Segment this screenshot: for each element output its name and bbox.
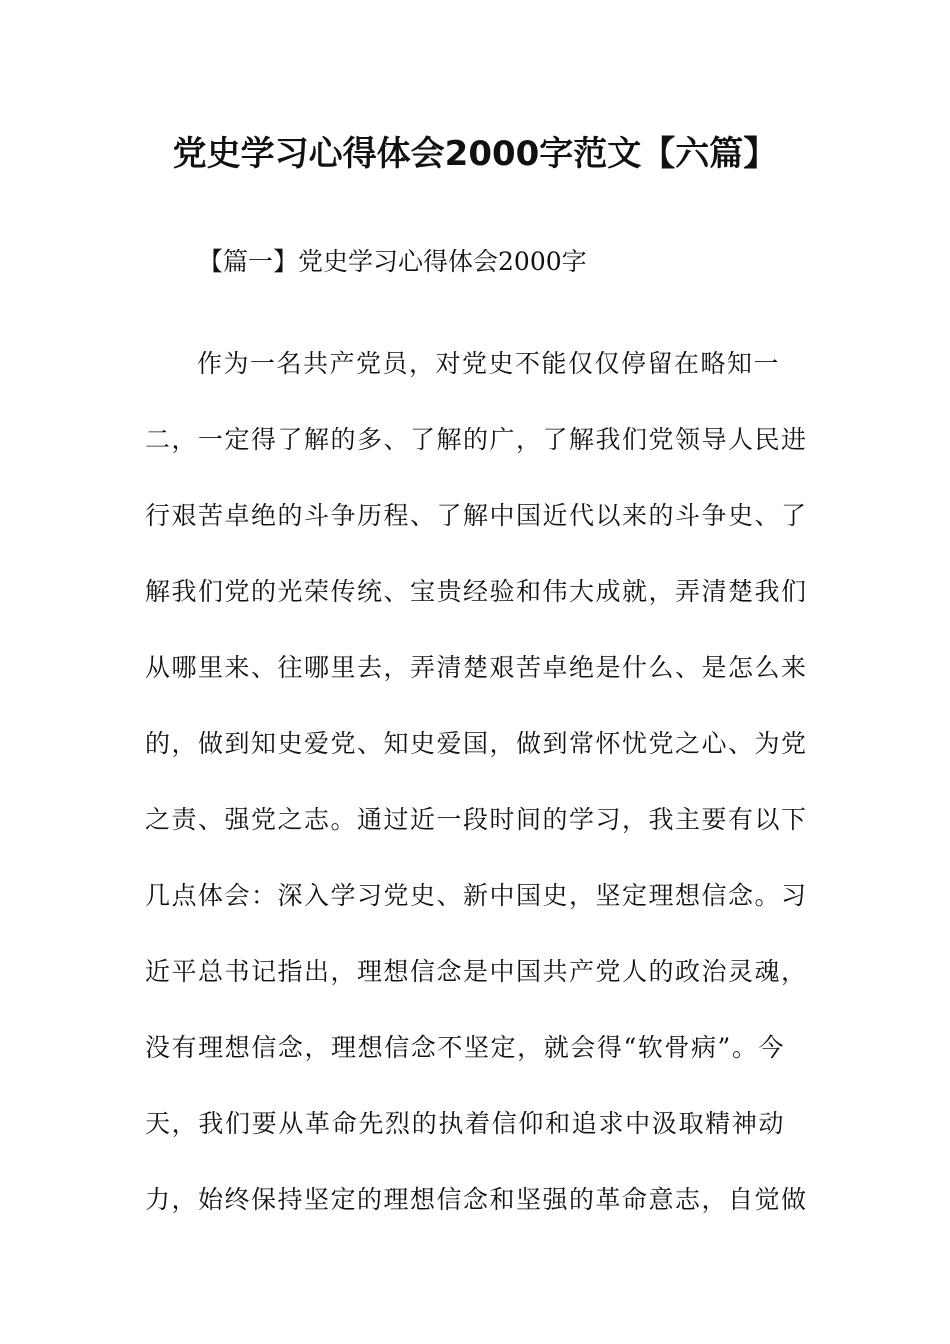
section-heading: 【篇一】党史学习心得体会2000字 — [198, 247, 587, 276]
body-line: 行艰苦卓绝的斗争历程、了解中国近代以来的斗争史、了 — [145, 501, 808, 530]
body-line: 作为一名共产党员，对党史不能仅仅停留在略知一 — [197, 349, 781, 378]
body-line: 力，始终保持坚定的理想信念和坚强的革命意志，自觉做 — [145, 1185, 808, 1214]
body-line: 二，一定得了解的多、了解的广，了解我们党领导人民进 — [145, 425, 808, 454]
body-line: 解我们党的光荣传统、宝贵经验和伟大成就，弄清楚我们 — [145, 577, 808, 606]
body-line: 之责、强党之志。通过近一段时间的学习，我主要有以下 — [145, 805, 808, 834]
body-line: 天，我们要从革命先烈的执着信仰和追求中汲取精神动 — [145, 1109, 785, 1138]
body-line: 几点体会：深入学习党史、新中国史，坚定理想信念。习 — [145, 881, 808, 910]
body-line: 近平总书记指出，理想信念是中国共产党人的政治灵魂， — [145, 957, 808, 986]
body-text — [145, 342, 808, 1254]
body-line: 没有理想信念，理想信念不坚定，就会得“软骨病”。今 — [145, 1033, 785, 1062]
body-line: 的，做到知史爱党、知史爱国，做到常怀忧党之心、为党 — [145, 729, 808, 758]
body-line: 从哪里来、往哪里去，弄清楚艰苦卓绝是什么、是怎么来 — [145, 653, 808, 682]
document-title: 党史学习心得体会2000字范文【六篇】 — [172, 134, 778, 174]
